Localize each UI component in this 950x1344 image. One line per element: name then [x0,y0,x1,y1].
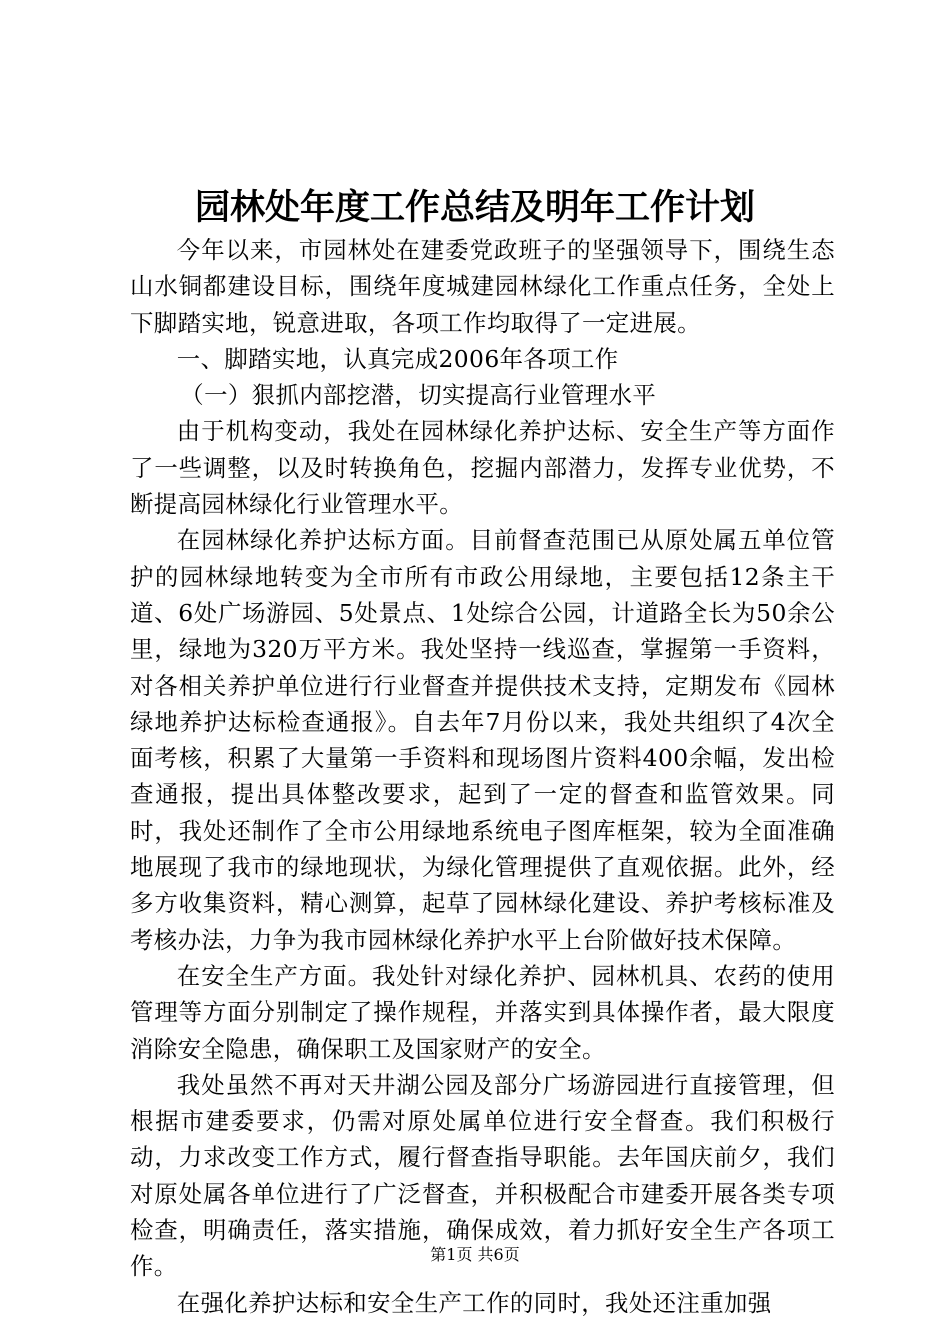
paragraph-supervision: 我处虽然不再对天井湖公园及部分广场游园进行直接管理，但根据市建委要求，仍需对原处属单位进行安全督查。我们积极行动，力求改变工作方式，履行督查指导职能。去年国庆前夕，我们对原处属各单位进行了广泛督查，并积极配合市建委开展各类专项检查，明确责任，落实措施，确保成效，着力抓好安全生产各项工作。 [130,1070,835,1281]
paragraph-adjustment: 由于机构变动，我处在园林绿化养护达标、安全生产等方面作了一些调整，以及时转换角色，挖掘内部潜力，发挥专业优势，不断提高园林绿化行业管理水平。 [130,417,835,519]
paragraph-intro: 今年以来，市园林处在建委党政班子的坚强领导下，围绕生态山水铜都建设目标，围绕年度城建园林绿化工作重点任务，全处上下脚踏实地，锐意进取，各项工作均取得了一定进展。 [130,236,835,337]
paragraph-continued: 在强化养护达标和安全生产工作的同时，我处还注重加强 [176,1288,772,1317]
paragraph-safety: 在安全生产方面。我处针对绿化养护、园林机具、农药的使用管理等方面分别制定了操作规程，并落实到具体操作者，最大限度消除安全隐患，确保职工及国家财产的安全。 [130,961,835,1063]
paragraph-maintenance: 在园林绿化养护达标方面。目前督查范围已从原处属五单位管护的园林绿地转变为全市所有市政公用绿地，主要包括12条主干道、6处广场游园、5处景点、1处综合公园，计道路全长为50余公里，绿地为320万平方米。我处坚持一线巡查，掌握第一手资料，对各相关养护单位进行行业督查并提供技术支持，定期发布《园林绿地养护达标检查通报》。自去年7月份以来，我处共组织了4次全面考核，积累了大量第一手资料和现场图片资料400余幅，发出检查通报，提出具体整改要求，起到了一定的督查和监管效果。同时，我处还制作了全市公用绿地系统电子图库框架，较为全面准确地展现了我市的绿地现状，为绿化管理提供了直观依据。此外，经多方收集资料，精心测算，起草了园林绿化建设、养护考核标准及考核办法，力争为我市园林绿化养护水平上台阶做好技术保障。 [130,526,835,954]
subsection-heading-1: （一）狠抓内部挖潜，切实提高行业管理水平 [180,381,657,410]
document-title: 园林处年度工作总结及明年工作计划 [194,187,755,228]
document-body [130,232,835,1321]
section-heading-1: 一、脚踏实地，认真完成2006年各项工作 [176,344,619,373]
page-footer: 第1页 共6页 [430,1245,520,1264]
